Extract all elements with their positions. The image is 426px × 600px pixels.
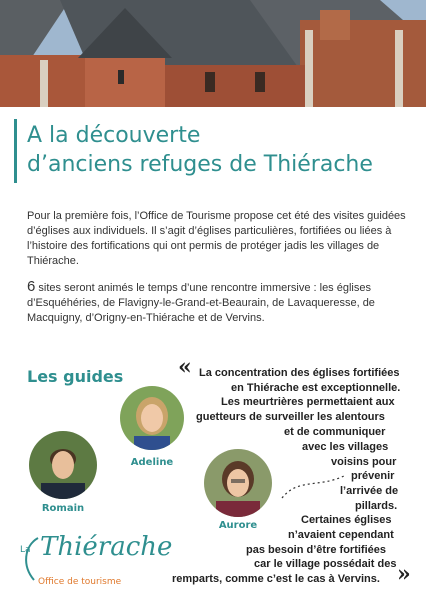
title-line-1: A la découverte: [27, 123, 201, 148]
quote-line: pas besoin d’être fortifiées: [246, 544, 386, 556]
logo-prefix: La: [20, 545, 31, 555]
quote-line: pillards.: [355, 500, 398, 512]
quote-line: n’avaient cependant: [288, 529, 394, 541]
quote-line: La concentration des églises fortifiées: [199, 367, 400, 379]
avatar-romain: [29, 431, 97, 499]
quote-open-mark: «: [178, 354, 192, 380]
quote-line: l’arrivée de: [340, 485, 399, 497]
quote-line: et de communiquer: [284, 426, 386, 438]
avatar-aurore: [204, 449, 272, 517]
quote-line: prévenir: [351, 470, 395, 482]
guides-heading: Les guides: [27, 367, 124, 386]
quote-close-mark: »: [397, 561, 411, 587]
guide-name-adeline: Adeline: [130, 457, 174, 468]
quote-line: Certaines églises: [301, 514, 392, 526]
quote-line: car le village possédait des: [254, 558, 397, 570]
quote-line: avec les villages: [302, 441, 389, 453]
avatar-adeline: [120, 386, 184, 450]
page-title: [27, 121, 417, 179]
dotted-connector: [278, 468, 348, 508]
intro-paragraph-2: [27, 279, 407, 326]
sites-count: 6: [27, 278, 36, 295]
hero-church-photo: [0, 0, 426, 107]
quote-line: en Thiérache est exceptionnelle.: [231, 382, 401, 394]
quote-line: guetteurs de surveiller les alentours: [196, 411, 385, 423]
intro-text: [27, 209, 407, 336]
quote-line: voisins pour: [331, 456, 397, 468]
intro-paragraph-1: Pour la première fois, l’Office de Tourisme propose cet été des visites guidées d’églises aux individuels. Il s’agit d’églises particulières, fortifiées ou liées à l’histoire des fortifications qui ont permis de protéger jadis les villages de Thiérache.: [27, 210, 406, 267]
sites-list: sites seront animés le temps d’une rencontre immersive : les églises d’Esquéhéries, de Flavigny-le-Grand-et-Beaurain, de Lavaqueresse, de Macquigny, d’Origny-en-Thiérache et de Vervins.: [27, 282, 375, 324]
quote-line: Les meurtrières permettaient aux: [221, 396, 395, 408]
guide-name-aurore: Aurore: [218, 520, 258, 531]
title-line-2: d’anciens refuges de Thiérache: [27, 152, 373, 177]
guide-name-romain: Romain: [41, 503, 85, 514]
logo-wordmark: Thiérache: [40, 532, 173, 562]
title-accent-bar: [14, 119, 17, 183]
quote-line: remparts, comme c’est le cas à Vervins.: [172, 573, 380, 585]
logo-subtitle: Office de tourisme: [38, 577, 122, 587]
